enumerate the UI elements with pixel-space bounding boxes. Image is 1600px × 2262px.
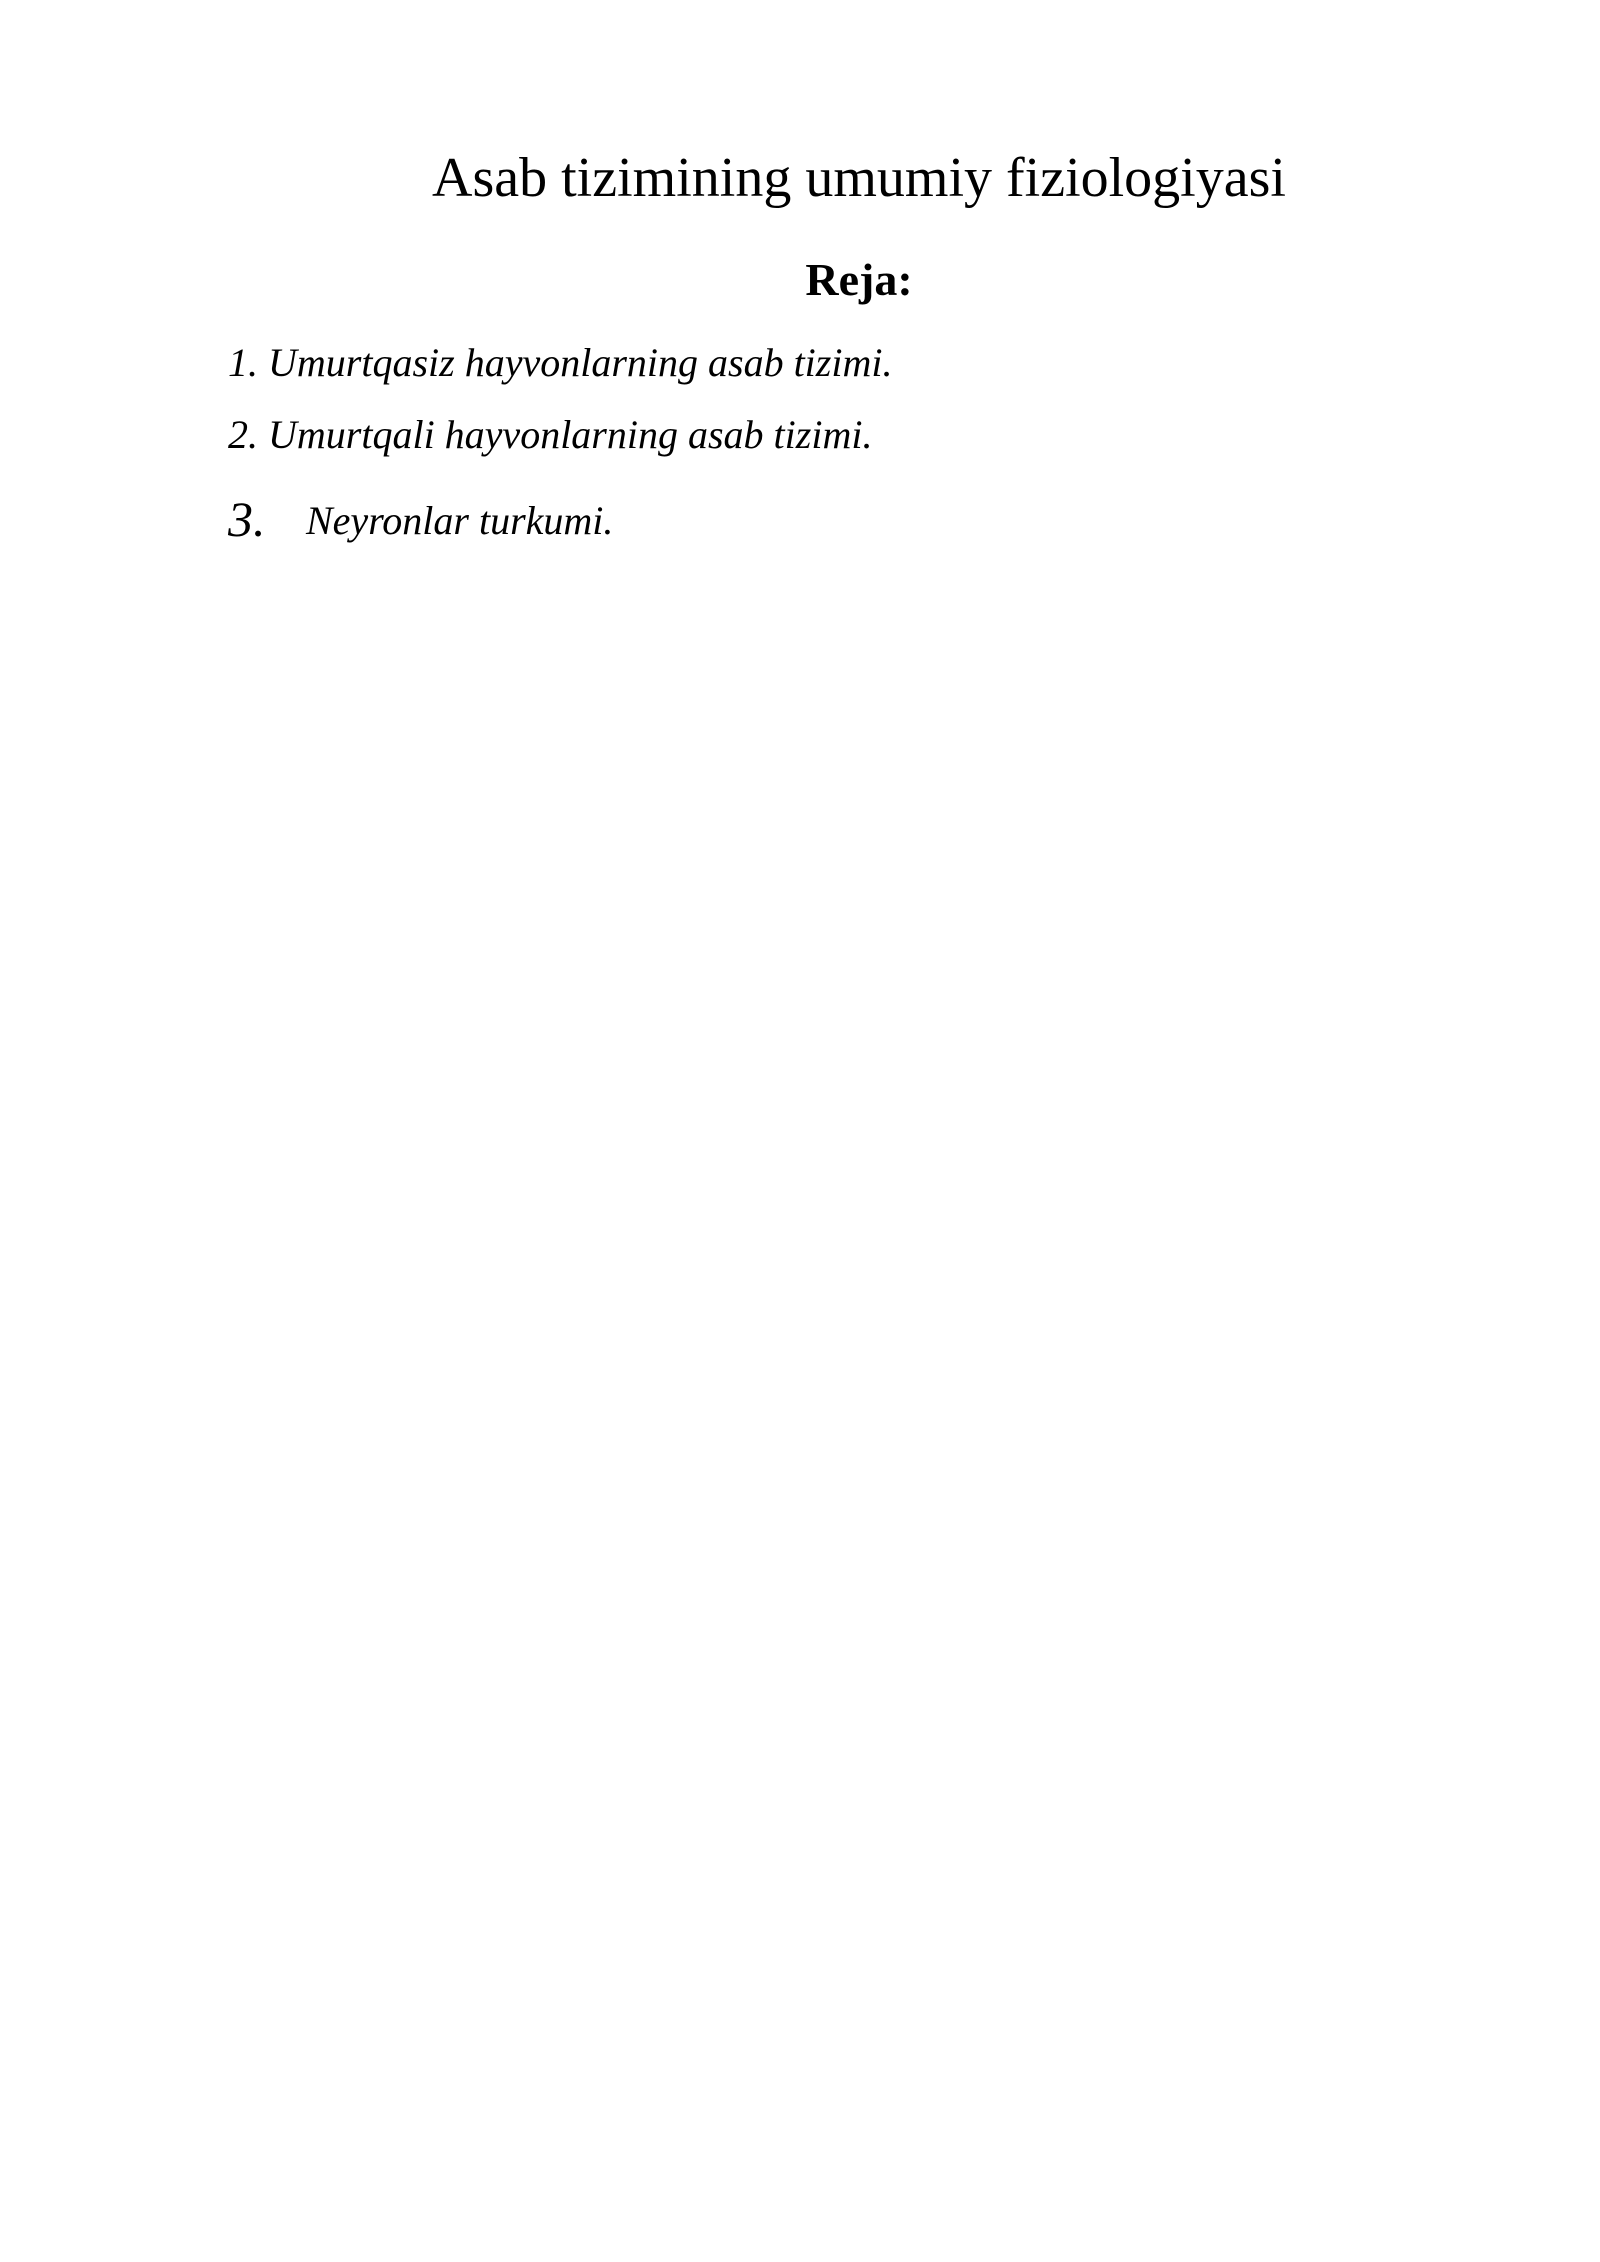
plan-item-number: 2. bbox=[228, 412, 258, 457]
plan-heading: Reja: bbox=[805, 254, 913, 305]
plan-item bbox=[228, 491, 614, 547]
plan-item-number: 1. bbox=[228, 340, 258, 385]
plan-item bbox=[228, 340, 893, 385]
plan-item bbox=[228, 412, 873, 457]
plan-item-number: 3. bbox=[228, 491, 266, 547]
plan-item-text: Umurtqali hayvonlarning asab tizimi. bbox=[268, 412, 873, 457]
plan-item-text: Neyronlar turkumi. bbox=[306, 498, 614, 543]
document-title: Asab tizimining umumiy fiziologiyasi bbox=[432, 147, 1286, 209]
plan-item-text: Umurtqasiz hayvonlarning asab tizimi. bbox=[268, 340, 893, 385]
